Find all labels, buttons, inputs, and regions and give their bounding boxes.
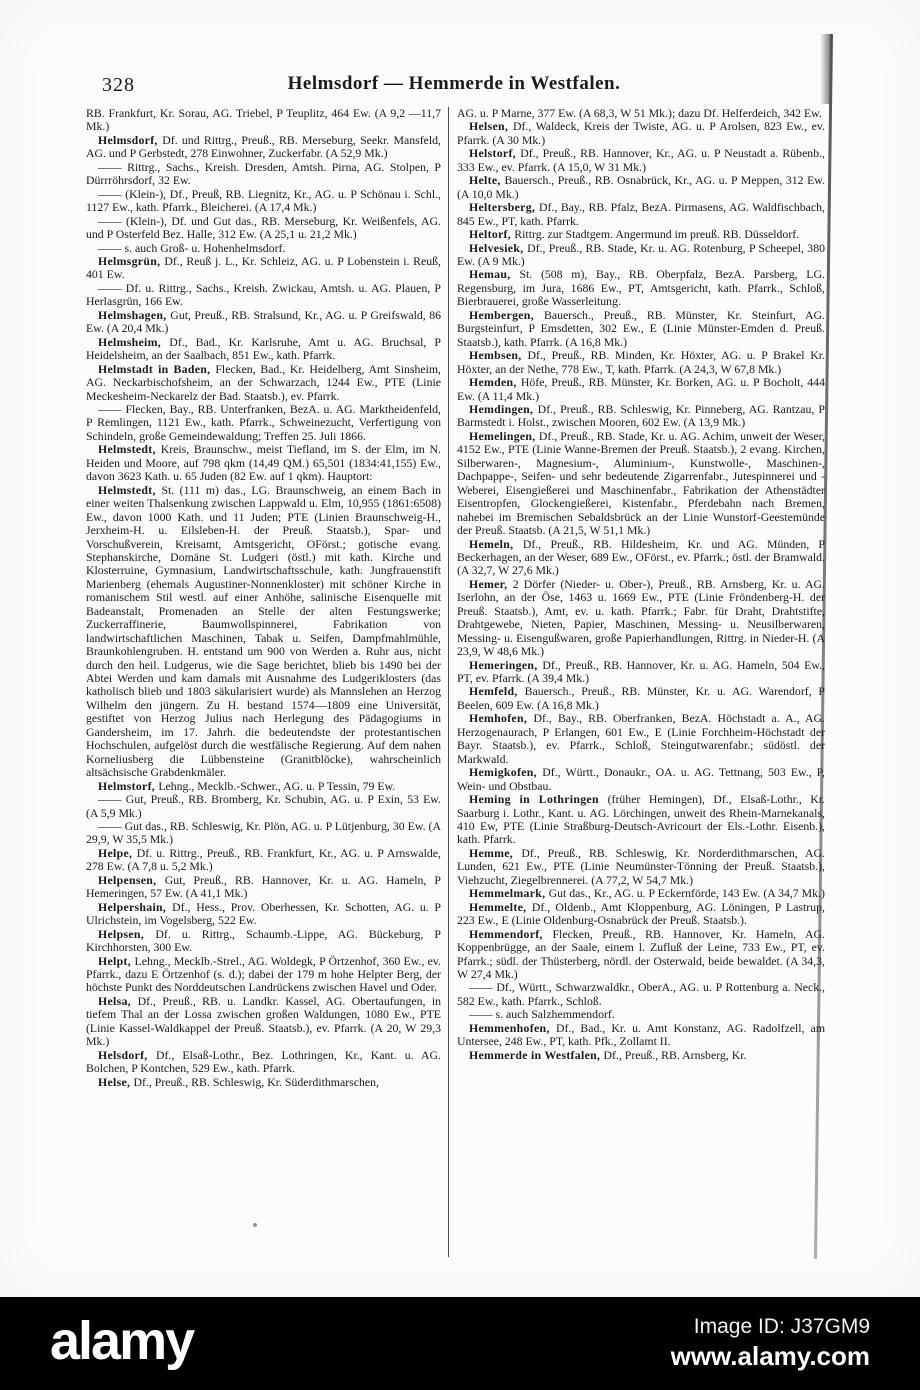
gazetteer-entry: —— Flecken, Bay., RB. Unterfranken, BezA. u. AG. Marktheidenfeld, P Remlingen, 1121 Ew., kath. Pfarrk., Schweinezucht, Verfertigung von Schindeln, große Gemeindewaldung; Treffen 25. Juli 1866. (86, 401, 441, 443)
entry-headword: Helvesiek, (469, 240, 528, 255)
gazetteer-entry: Hemeringen, Df., Preuß., RB. Hannover, Kr. u. AG. Hameln, 504 Ew., PT, ev. Pfarrk. (A 39,4 Mk.) (457, 657, 826, 686)
image-id-label: Image ID: J37GM9 (693, 1315, 870, 1339)
entry-headword: Helpe, (98, 845, 137, 860)
gazetteer-entry: —— Rittrg., Sachs., Kreish. Dresden, Amtsh. Pirna, AG. Stolpen, P Dürrröhrsdorf, 32 Ew. (86, 159, 441, 188)
gazetteer-entry: Helsen, Df., Waldeck, Kreis der Twiste, AG. u. P Arolsen, 823 Ew., ev. Pfarrk. (A 30 Mk.) (457, 119, 825, 147)
gazetteer-entry: Hemigkofen, Df., Württ., Donaukr., OA. u. AG. Tettnang, 503 Ew., P, Wein- und Obstbau. (457, 765, 825, 793)
entry-headword: Hemhofen, (469, 711, 534, 726)
gazetteer-entry: Helvesiek, Df., Preuß., RB. Stade, Kr. u. AG. Rotenburg, P Scheepel, 380 Ew. (A 9 Mk.) (457, 240, 825, 268)
gazetteer-entry: Hemmerde in Westfalen, Df., Preuß., RB. Arnsberg, Kr. (469, 1047, 747, 1062)
entry-headword: Helpsen, (98, 926, 156, 941)
gazetteer-entry: Hemelingen, Df., Preuß., RB. Stade, Kr. u. AG. Achim, unweit der Weser, 4152 Ew., PTE (Linie Wanne-Bremen der Preuß. Staatsb.), 2 evang. Kirchen, Silberwaren-, Magnesium-, Aluminium-, Kunstwolle-, Maschinen-, Dachpappe-, Seifen- und sehr bedeutende Zigarrenfabr., Jutespinnerei und -Weberei, Eisengießerei und Maschinenfabr., Fabrikation der Athenstädter Eisentropfen, Glockengießerei, Kistenfabr., Pferdebahn nach Bremen, nahebei im Bremischen Sebaldsbrück an der Linie Wunstorf-Geestemünde der Preuß. Staatsb. (A 21,5, W 51,1 Mk.) (457, 428, 825, 538)
entry-headword: Helmstorf, (98, 778, 159, 793)
gazetteer-entry: —— Gut das., RB. Schleswig, Kr. Plön, AG. u. P Lütjenburg, 30 Ew. (A 29,9, W 35,5 Mk.) (86, 819, 441, 847)
gazetteer-entry: Helse, Df., Preuß., RB. Schleswig, Kr. Süderdithmarschen, (98, 1074, 379, 1089)
entry-headword: Hemeln, (469, 536, 523, 551)
gazetteer-entry: Hembsen, Df., Preuß., RB. Minden, Kr. Höxter, AG. u. P Brakel Kr. Höxter, an der Nethe, 778 Ew., T, kath. Pfarrk. (A 24,3, W 67,8 Mk.) (457, 348, 825, 376)
entry-headword: Helpensen, (98, 872, 165, 887)
entry-headword: Helmsdorf, (98, 132, 163, 147)
gazetteer-entry: Helpsen, Df. u. Rittrg., Schaumb.-Lippe, AG. Bückeburg, P Kirchhorsten, 300 Ew. (86, 926, 441, 955)
alamy-url: www.alamy.com (670, 1341, 870, 1372)
gazetteer-entry: Helsa, Df., Preuß., RB. u. Landkr. Kassel, AG. Obertaufungen, in tiefem Thal an der Lossa zwischen großen Waldungen, 1080 Ew., PTE (Linie Kassel-Waldkappel der Preuß. Staatsb.), ev. Pfarrk. (A 20, W 29,3 Mk.) (86, 993, 441, 1049)
text-columns (86, 107, 826, 1257)
gazetteer-entry: Helsdorf, Df., Elsaß-Lothr., Bez. Lothringen, Kr., Kant. u. AG. Bolchen, P Kontchen, 529 Ew., kath. Pfarrk. (86, 1047, 441, 1076)
entry-headword: Hemeringen, (469, 657, 543, 672)
watermark-footer (0, 1297, 920, 1390)
gazetteer-entry: Helmsheim, Df., Bad., Kr. Karlsruhe, Amt u. AG. Bruchsal, P Heidelsheim, an der Saalbach, 851 Ew., kath. Pfarrk. (86, 334, 441, 363)
entry-headword: Helsa, (98, 993, 138, 1008)
gazetteer-entry: AG. u. P Marne, 377 Ew. (A 68,3, W 51 Mk.); dazu Df. Helferdeich, 342 Ew. (457, 107, 822, 120)
entry-headword: Hemigkofen, (469, 765, 543, 780)
entry-headword: Helte, (469, 173, 505, 188)
gazetteer-entry: Helmstorf, Lehng., Mecklb.-Schwer., AG. u. P Tessin, 79 Ew. (98, 778, 396, 793)
entry-headword: Hemmendorf, (469, 926, 553, 941)
entry-headword: Helmshagen, (98, 307, 171, 322)
gazetteer-entry: Heming in Lothringen (früher Hemingen), Df., Elsaß-Lothr., Kr. Saarburg i. Lothr., Kant. u. AG. Lörchingen, unweit des Rhein-Marnekanals, 410 Ew, PTE (Linie Straßburg-Deutsch-Avricourt der Els.-Lothr. Eisenb.), kath. Pfarrk. (457, 792, 825, 847)
gazetteer-entry: Hemme, Df., Preuß., RB. Schleswig, Kr. Norderdithmarschen, AG. Lunden, 621 Ew., PTE (Linie Neumünster-Tönning der Preuß. Staatsb.), Viehzucht, Ziegelbrennerei. (A 77,2, W 54,7 Mk.) (457, 845, 825, 887)
entry-headword: Hembergen, (469, 307, 545, 322)
gazetteer-entry: Helmstedt, Kreis, Braunschw., meist Tiefland, im S. der Elm, im N. Heiden und Moore, auf 798 qkm (14,49 QM.) 65,501 (1834:41,155) Ew., davon 3623 Kath. u. 65 Juden (82 Ew. auf 1 qkm). Hauptort: (86, 442, 441, 484)
entry-headword: Hemmelte, (469, 899, 532, 914)
gazetteer-entry: Helmsdorf, Df. und Rittrg., Preuß., RB. Merseburg, Seekr. Mansfeld, AG. und P Gerbstedt, 278 Einwohner, Zuckerfabr. (A 52,9 Mk.) (86, 132, 441, 161)
gazetteer-entry: —— s. auch Salzhemmendorf. (469, 1007, 615, 1022)
gazetteer-entry: —— Gut, Preuß., RB. Bromberg, Kr. Schubin, AG. u. P Exin, 53 Ew. (A 5,9 Mk.) (86, 792, 441, 820)
left-column (86, 107, 448, 1257)
entry-headword: Hemmerde in Westfalen, (469, 1047, 604, 1062)
entry-headword: Hemer, (469, 576, 513, 591)
entry-headword: Hemdingen, (469, 401, 538, 416)
entry-headword: Helmstedt, (98, 442, 161, 457)
entry-headword: Helse, (98, 1074, 134, 1089)
entry-headword: Helmsheim, (98, 334, 170, 349)
gazetteer-entry: Hemer, 2 Dörfer (Nieder- u. Ober-), Preuß., RB. Arnsberg, Kr. u. AG. Iserlohn, an der Öse, 1463 u. 1669 Ew., PTE (Linie Fröndenberg-H. der Preuß. Staatsb.), Amt, ev. u. kath. Pfarrk.; Fabr. für Draht, Drahtstifte, Drahtgewebe, Nieten, Papier, Maschinen, Messing- u. Neusilberwaren, Messing- u. Eisengußwaren, große Papierhandlungen, Rittrg. in Nieder-H. (A 23,9, W 48,6 Mk.) (457, 576, 825, 659)
entry-headword: Hemfeld, (469, 684, 525, 699)
entry-headword: Hemelingen, (469, 428, 539, 443)
right-column (448, 107, 825, 1257)
entry-headword: Hemmenhofen, (469, 1020, 556, 1035)
gazetteer-entry: Heltorf, Rittrg. zur Stadtgem. Angermund im preuß. RB. Düsseldorf. (469, 227, 800, 242)
gazetteer-entry: Hemfeld, Bauersch., Preuß., RB. Münster, Kr. u. AG. Warendorf, P Beelen, 609 Ew. (A 16,8 Mk.) (457, 684, 825, 712)
entry-headword: Heltersberg, (469, 200, 539, 215)
gazetteer-entry: —— (Klein-), Df., Preuß, RB. Liegnitz, Kr., AG. u. P Schönau i. Schl., 1127 Ew., kath. Pfarrk., Bleicherei. (A 17,4 Mk.) (86, 186, 441, 215)
gazetteer-entry: RB. Frankfurt, Kr. Sorau, AG. Triebel, P Teuplitz, 464 Ew. (A 9,2 —11,7 Mk.) (86, 107, 441, 134)
page-number: 328 (102, 74, 135, 96)
entry-headword: Hemden, (469, 375, 521, 390)
gazetteer-entry: Hemmelmark, Gut das., Kr., AG. u. P Eckernförde, 143 Ew. (A 34,7 Mk.) (469, 886, 825, 901)
entry-headword: Helmstadt in Baden, (98, 361, 216, 376)
entry-headword: Hembsen, (469, 348, 528, 363)
entry-headword: Heltorf, (469, 227, 515, 242)
entry-headword: Helpt, (98, 953, 135, 968)
gazetteer-entry: —— Df., Württ., Schwarzwaldkr., OberA., AG. u. P Rottenburg a. Neck., 582 Ew., kath. Pfarrk., Schloß. (457, 980, 825, 1008)
gazetteer-entry: —— (Klein-), Df. und Gut das., RB. Merseburg, Kr. Weißenfels, AG. und P Osterfeld Bez. Halle, 312 Ew. (A 25,1 u. 21,2 Mk.) (86, 213, 441, 242)
entry-headword: Hemau, (469, 267, 520, 282)
gazetteer-entry: Hemmenhofen, Df., Bad., Kr. u. Amt Konstanz, AG. Radolfzell, am Untersee, 248 Ew., PT, kath. Pfk., Zollamt II. (457, 1020, 825, 1049)
entry-headword: Helsen, (469, 119, 513, 134)
gazetteer-entry: Helmstadt in Baden, Flecken, Bad., Kr. Heidelberg, Amt Sinsheim, AG. Neckarbischofsheim, an der Schwarzach, 1244 Ew., PTE (Linie Meckesheim-Neckarelz der Bad. Staatsb.), ev. Pfarrk. (86, 361, 441, 403)
scan-speck (253, 1223, 257, 1227)
entry-headword: Hemme, (469, 845, 522, 860)
entry-headword: Heming in Lothringen (469, 792, 608, 807)
entry-headword: Helmstedt, (98, 482, 162, 497)
running-head: Helmsdorf — Hemmerde in Westfalen. (287, 73, 621, 94)
gazetteer-entry: Hemmelte, Df., Oldenb., Amt Kloppenburg, AG. Löningen, P Lastrup, 223 Ew., E (Linie Oldenburg-Osnabrück der Preuß. Staatsb.). (457, 899, 825, 928)
alamy-logo: alamy (50, 1310, 194, 1371)
footer-credits (671, 1314, 870, 1373)
gazetteer-entry: Helpershain, Df., Hess., Prov. Oberhessen, Kr. Schotten, AG. u. P Ulrichstein, im Vogelsberg, 522 Ew. (86, 899, 441, 928)
gazetteer-entry: Hemau, St. (508 m), Bay., RB. Oberpfalz, BezA. Parsberg, LG. Regensburg, im Jura, 1686 Ew., PT, Amtsgericht, kath. Pfarrk., Schloß, Bierbrauerei, große Wasserleitung. (457, 267, 825, 309)
entry-headword: Helstorf, (469, 146, 521, 161)
gazetteer-entry: Helpe, Df. u. Rittrg., Preuß., RB. Frankfurt, Kr., AG. u. P Arnswalde, 278 Ew. (A 7,8 u. 5,2 Mk.) (86, 845, 441, 874)
gazetteer-entry: Helmshagen, Gut, Preuß., RB. Stralsund, Kr., AG. u. P Greifswald, 86 Ew. (A 20,4 Mk.) (86, 307, 441, 336)
gazetteer-entry: Hemeln, Df., Preuß., RB. Hildesheim, Kr. und AG. Münden, P Beckerhagen, an der Weser, 689 Ew., OFörst., ev. Pfarrk.; östl. der Bramwald. (A 32,7, W 27,6 Mk.) (457, 536, 826, 578)
entry-headword: Helmsgrün, (98, 253, 165, 268)
gazetteer-entry: Hemden, Höfe, Preuß., RB. Münster, Kr. Borken, AG. u. P Bocholt, 444 Ew. (A 11,4 Mk.) (457, 375, 825, 403)
gazetteer-entry: Heltersberg, Df., Bay., RB. Pfalz, BezA. Pirmasens, AG. Waldfischbach, 845 Ew., PT, kath. Pfarrk. (457, 200, 825, 228)
entry-headword: Hemmelmark, (469, 886, 549, 901)
gazetteer-entry: Helte, Bauersch., Preuß., RB. Osnabrück, Kr., AG. u. P Meppen, 312 Ew. (A 10,0 Mk.) (457, 173, 826, 201)
gazetteer-entry: Hemmendorf, Flecken, Preuß., RB. Hannover, Kr. Hameln, AG. Koppenbrügge, an der Saale, einem l. Zufluß der Leine, 733 Ew., PT, ev. Pfarrk.; südl. der Thüsterberg, nördl. der Osterwald, beide bewaldet. (A 34,3, W 27,4 Mk.) (457, 926, 825, 981)
entry-headword: Helsdorf, (98, 1047, 156, 1062)
gazetteer-entry: Helmstedt, St. (111 m) das., LG. Braunschweig, an einem Bach in einer weiten Thalsenkung zwischen Lappwald u. Elm, 10,955 (1861:6508) Ew., davon 1000 Kath. und 11 Juden; PTE (Linien Braunschweig-H., Jerxheim-H. u. Eilsleben-H. der Preuß. Staatsb.), Spar- und Vorschußverein, Kreisamt, Amtsgericht, OFörst.; gotische evang. Stephanskirche, Domäne St. Ludgeri (östl.) mit kath. Kirche und Klosterruine, Gymnasium, Landwirtschaftsschule, kath. Jungfrauenstift Marienberg (ehemals Augustiner-Nonnenkloster) mit schöner Kirche in romanischem Stil westl. auf einer Anhöhe, salinische Eisenquelle mit Badeanstalt, Promenaden an Stelle der alten Festungswerke; Zuckerraffinerie, Baumwollspinnerei, Fabrikation von landwirtschaftlichen Maschinen, Tabak u. Seifen, Dampfmahlmühle, Braunkohlengruben. H. entstand um 900 von Werden a. Ruhr aus, nicht durch den heil. Ludgerus, wie die Sage berichtet, blieb bis 1490 bei der Abtei Werden und kam damals mit Ausnahme des Ludgeriklosters (das katholisch blieb und 1803 säkularisiert wurde) als Mannslehen an Herzog Wilhelm den jüngern. Zu H. bestand 1574—1809 eine Universität, gestiftet von Herzog Julius nach Herlegung des Pädagogiums in Gandersheim, im 17. Jahrh. die bedeutendste der protestantischen Hochschulen, aufgelöst durch die westfälische Regierung. Auf dem nahen Korneliusberg die Lübbensteine (Granitblöcke), wahrscheinlich altsächsische Grabdenkmäler. (86, 482, 441, 780)
gazetteer-entry: Hemdingen, Df., Preuß., RB. Schleswig, Kr. Pinneberg, AG. Rantzau, P Barmstedt i. Holst., zwischen Mooren, 602 Ew. (A 13,9 Mk.) (457, 401, 825, 430)
gazetteer-entry: —— s. auch Groß- u. Hohenhelmsdorf. (98, 240, 286, 255)
gazetteer-entry: Helmsgrün, Df., Reuß j. L., Kr. Schleiz, AG. u. P Lobenstein i. Reuß, 401 Ew. (86, 253, 441, 282)
gazetteer-entry: Helstorf, Df., Preuß., RB. Hannover, Kr., AG. u. P Neustadt a. Rübenb., 333 Ew., ev. Pfarrk. (A 15,0, W 31 Mk.) (457, 146, 826, 174)
gazetteer-entry: —— Df. u. Rittrg., Sachs., Kreish. Zwickau, Amtsh. u. AG. Plauen, P Herlasgrün, 166 Ew. (86, 280, 441, 309)
gazetteer-entry: Hemhofen, Df., Bay., RB. Oberfranken, BezA. Höchstadt a. A., AG. Herzogenaurach, P Erlangen, 601 Ew., E (Linie Forchheim-Höchstadt der Bayr. Staatsb.), ev. Pfarrk., Schloß, Steingutwarenfabr.; südöstl. der Markwald. (457, 711, 825, 766)
gazetteer-entry: Helpensen, Gut, Preuß., RB. Hannover, Kr. u. AG. Hameln, P Hemeringen, 57 Ew. (A 41,1 Mk.) (86, 872, 441, 901)
gazetteer-entry: Hembergen, Bauersch., Preuß., RB. Münster, Kr. Steinfurt, AG. Burgsteinfurt, P Emsdetten, 302 Ew., E (Linie Münster-Emden d. Preuß. Staatsb.), kath. Pfarrk. (A 16,8 Mk.) (457, 307, 825, 349)
gazetteer-entry: Helpt, Lehng., Mecklb.-Strel., AG. Woldegk, P Örtzenhof, 360 Ew., ev. Pfarrk., dazu E Örtzenhof (s. d.); dabei der 179 m hohe Helpter Berg, der höchste Punkt des Norddeutschen Landrückens zwischen Havel und Oder. (86, 953, 441, 995)
entry-headword: Helpershain, (98, 899, 173, 914)
